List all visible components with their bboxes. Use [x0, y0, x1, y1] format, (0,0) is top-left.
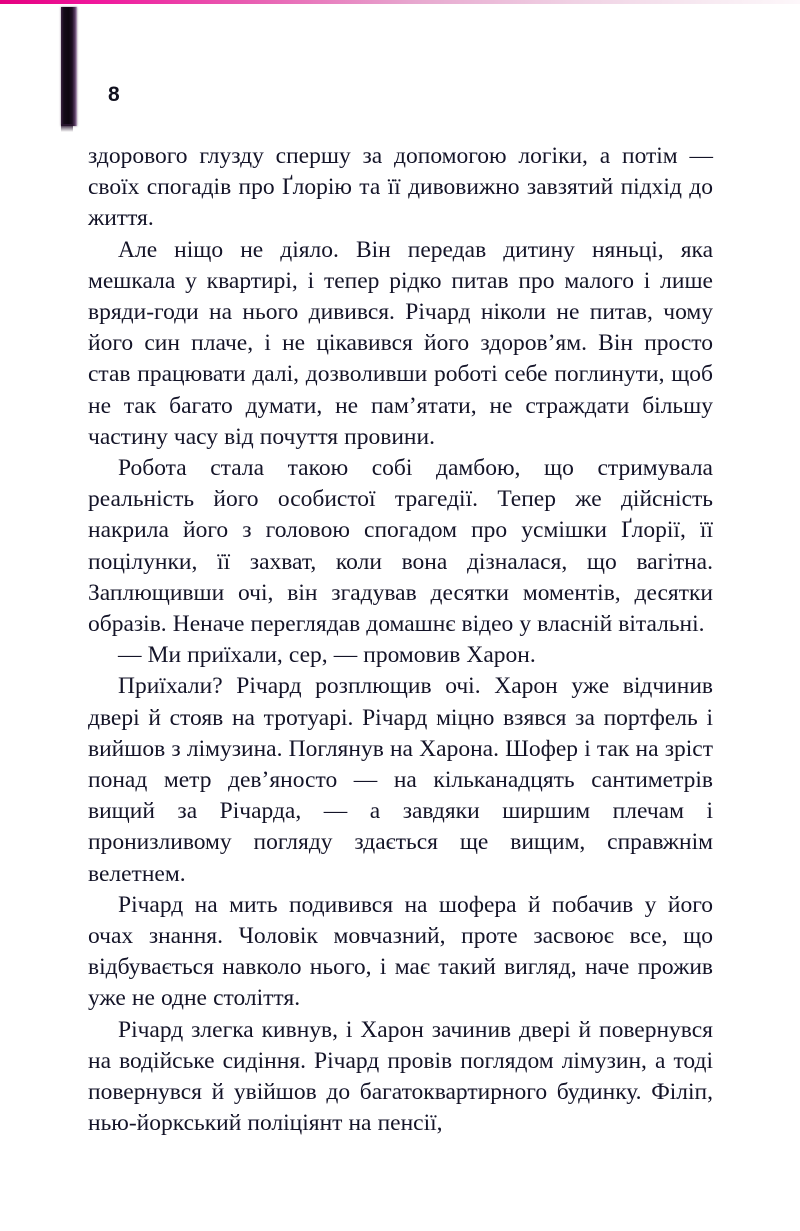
page-number: 8: [108, 83, 120, 106]
paragraph: Але ніщо не діяло. Він передав дитину няньці, яка мешкала у квартирі, і тепер рідко питав про малого і лише вряди-годи на нього дивився. Річард ніколи не питав, чому його син плаче, і не цікавився його здоров’ям. Він просто став працювати далі, дозволивши роботі себе поглинути, щоб не так багато думати, не пам’ятати, не страждати більшу частину часу від почуття провини.: [88, 236, 713, 450]
paragraph: Приїхали? Річард розплющив очі. Харон уже відчинив двері й стояв на тротуарі. Річард міцно взявся за портфель і вийшов з лімузина. Поглянув на Харона. Шофер і так на зріст понад метр дев’яносто — на кільканадцять сантиметрів вищий за Річарда, — а завдяки ширшим плечам і пронизливому погляду здається ще вищим, справжнім велетнем.: [88, 673, 713, 887]
paragraph: Робота стала такою собі дамбою, що стримувала реальність його особистої трагедії. Тепер же дійсність накрила його з головою спогадом про усмішки Ґлорії, її поцілунки, її захват, коли вона дізналася, що вагітна. Заплющивши очі, він згадував десятки моментів, десятки образів. Неначе переглядав домашнє відео у власній вітальні.: [88, 455, 713, 638]
book-binding-shadow: [61, 7, 77, 126]
paragraph: здорового глузду спершу за допомогою логіки, а потім — своїх спогадів про Ґлорію та її дивовижно завзятий підхід до життя.: [88, 143, 713, 232]
body-text-block: [88, 141, 713, 1140]
top-edge-accent-line: [0, 0, 800, 4]
paragraph: Річард злегка кивнув, і Харон зачинив двері й повернувся на водійське сидіння. Річард провів поглядом лімузин, а тоді повернувся й увійшов до багатоквартирного будинку. Філіп, нью-йоркський поліціянт на пенсії,: [88, 1016, 713, 1137]
paragraph: Річард на мить подивився на шофера й побачив у його очах знання. Чоловік мовчазний, проте засвоює все, що відбувається навколо нього, і має такий вигляд, наче прожив уже не одне століття.: [88, 891, 713, 1012]
paragraph: — Ми приїхали, сер, — промовив Харон.: [118, 642, 536, 669]
